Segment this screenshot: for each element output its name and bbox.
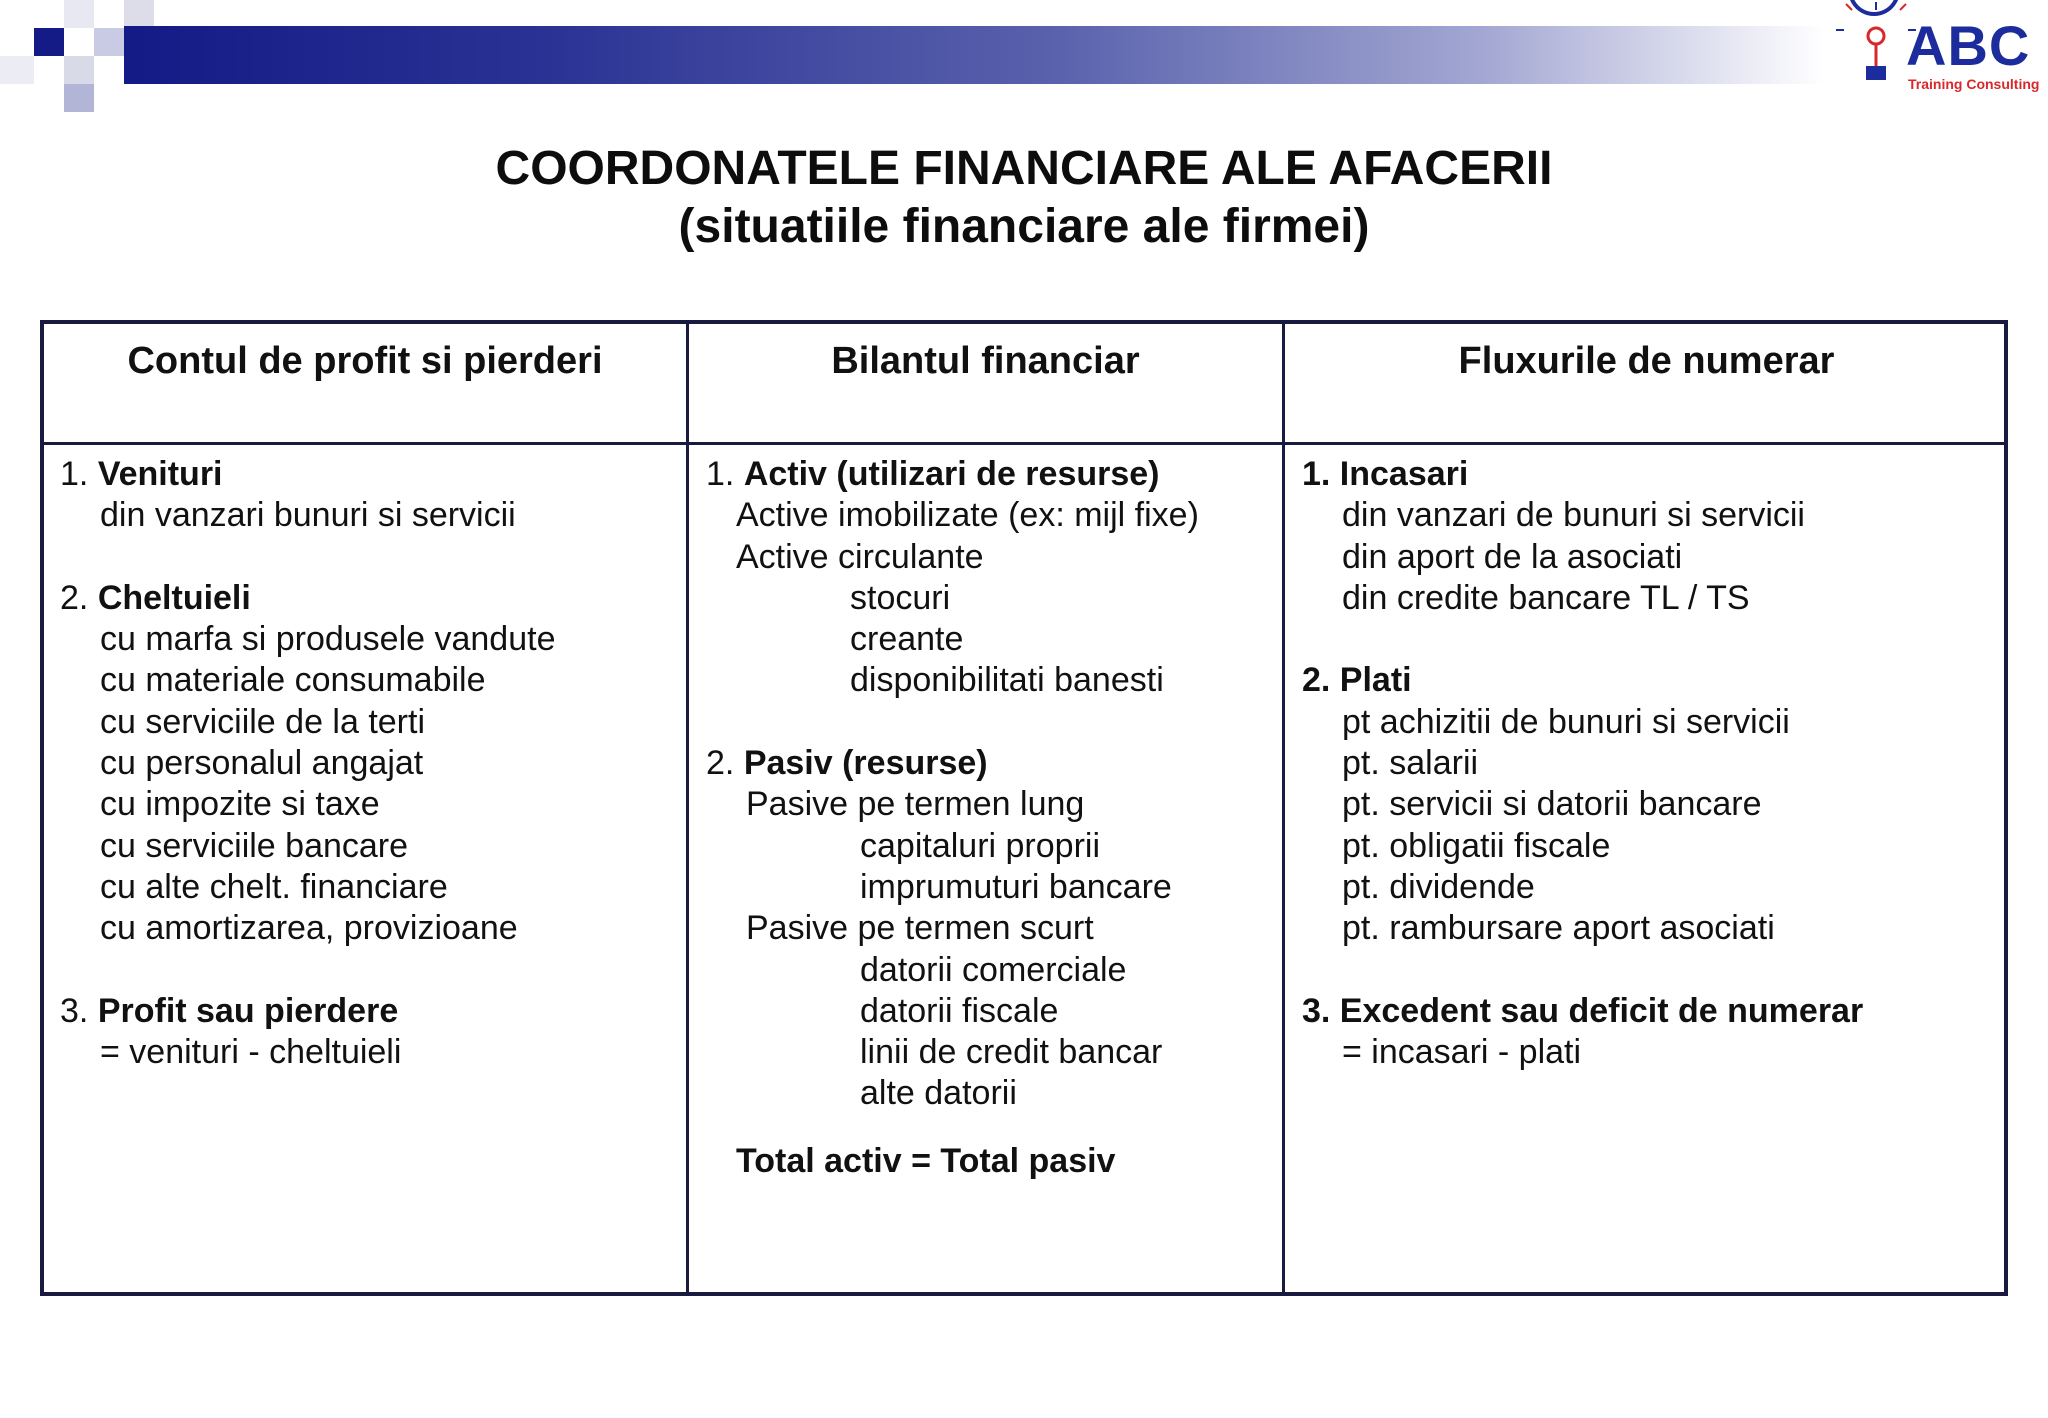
section-title: Activ (utilizari de resurse)	[743, 455, 1160, 493]
section-number: 1.	[60, 455, 98, 493]
section-number: 1.	[706, 455, 744, 493]
column-divider	[1282, 324, 1285, 1292]
plati-heading: 2. Plati	[1302, 661, 1412, 700]
list-item: cu personalul angajat	[100, 744, 424, 783]
incasari-heading: 1. Incasari	[1302, 455, 1469, 493]
list-item: stocuri	[850, 578, 951, 617]
profit-column	[60, 454, 555, 1073]
list-item: pt. rambursare aport asociati	[1342, 909, 1775, 948]
header-square-6	[64, 84, 94, 112]
section-title: Venituri	[97, 455, 223, 493]
header-square-1	[34, 28, 64, 56]
list-item: alte datorii	[860, 1074, 1017, 1113]
column-header-profit: Contul de profit si pierderi	[127, 340, 603, 382]
list-item: cu materiale consumabile	[100, 661, 486, 700]
activ-circulante: Active circulante	[736, 537, 984, 576]
list-item: pt achizitii de bunuri si servicii	[1342, 702, 1790, 741]
list-item: cu alte chelt. financiare	[100, 867, 448, 906]
section-number: 2.	[706, 744, 744, 783]
list-item: linii de credit bancar	[860, 1033, 1163, 1072]
section-title: Profit sau pierdere	[97, 991, 399, 1030]
pasiv-lung: Pasive pe termen lung	[746, 785, 1085, 824]
header-square-7	[0, 56, 34, 84]
list-item: disponibilitati banesti	[850, 661, 1164, 700]
list-item: datorii comerciale	[860, 950, 1127, 989]
page-subtitle: (situatiile financiare ale firmei)	[678, 200, 1370, 253]
header-square-4	[124, 0, 154, 26]
bilant-column	[706, 454, 1199, 1182]
financial-statements-table	[40, 320, 2008, 1296]
list-item: creante	[850, 620, 964, 659]
list-item: pt. obligatii fiscale	[1342, 826, 1611, 865]
list-item: din aport de la asociati	[1342, 537, 1683, 576]
list-item: cu impozite si taxe	[100, 785, 380, 824]
list-item: pt. salarii	[1342, 744, 1479, 783]
column-header-bilant: Bilantul financiar	[831, 340, 1140, 382]
list-item: pt. servicii si datorii bancare	[1342, 785, 1762, 824]
header-square-3	[94, 28, 124, 56]
section-title: Pasiv (resurse)	[743, 744, 988, 783]
header-divider	[44, 442, 2004, 445]
excedent-formula: = incasari - plati	[1342, 1033, 1582, 1072]
logo-subtitle: Training Consulting	[1908, 76, 2040, 92]
list-item: din credite bancare TL / TS	[1342, 578, 1750, 617]
list-item: capitaluri proprii	[860, 826, 1100, 865]
list-item: datorii fiscale	[860, 991, 1059, 1030]
list-item: din vanzari bunuri si servicii	[100, 496, 516, 535]
header-square-2	[64, 0, 94, 28]
pasiv-scurt: Pasive pe termen scurt	[746, 909, 1094, 948]
list-item: din vanzari de bunuri si servicii	[1342, 496, 1805, 535]
section-number: 2.	[60, 578, 98, 617]
page-title: COORDONATELE FINANCIARE ALE AFACERII	[495, 142, 1553, 195]
section-number: 3.	[60, 991, 98, 1030]
list-item: pt. dividende	[1342, 867, 1535, 906]
header-square-5	[64, 56, 94, 84]
column-divider	[686, 324, 689, 1292]
list-item: cu marfa si produsele vandute	[100, 620, 556, 659]
list-item: cu serviciile de la terti	[100, 702, 426, 741]
logo-name: ABC	[1906, 14, 2031, 77]
profit-heading	[60, 991, 555, 1032]
cheltuieli-heading	[60, 578, 555, 619]
activ-heading	[706, 454, 1199, 495]
pasiv-heading	[706, 743, 1199, 784]
header-gradient-bar	[124, 26, 1824, 84]
list-item: cu amortizarea, provizioane	[100, 909, 518, 948]
profit-formula: = venituri - cheltuieli	[100, 1033, 402, 1072]
list-item: cu serviciile bancare	[100, 826, 409, 865]
list-item: imprumuturi bancare	[860, 867, 1172, 906]
excedent-heading: 3. Excedent sau deficit de numerar	[1302, 991, 1864, 1030]
total-equation: Total activ = Total pasiv	[736, 1141, 1116, 1180]
column-header-flux: Fluxurile de numerar	[1458, 340, 1835, 382]
venituri-heading	[60, 454, 555, 495]
activ-imobilizate: Active imobilizate (ex: mijl fixe)	[736, 496, 1199, 535]
section-title: Cheltuieli	[97, 578, 251, 617]
flux-column	[1302, 454, 1863, 1073]
